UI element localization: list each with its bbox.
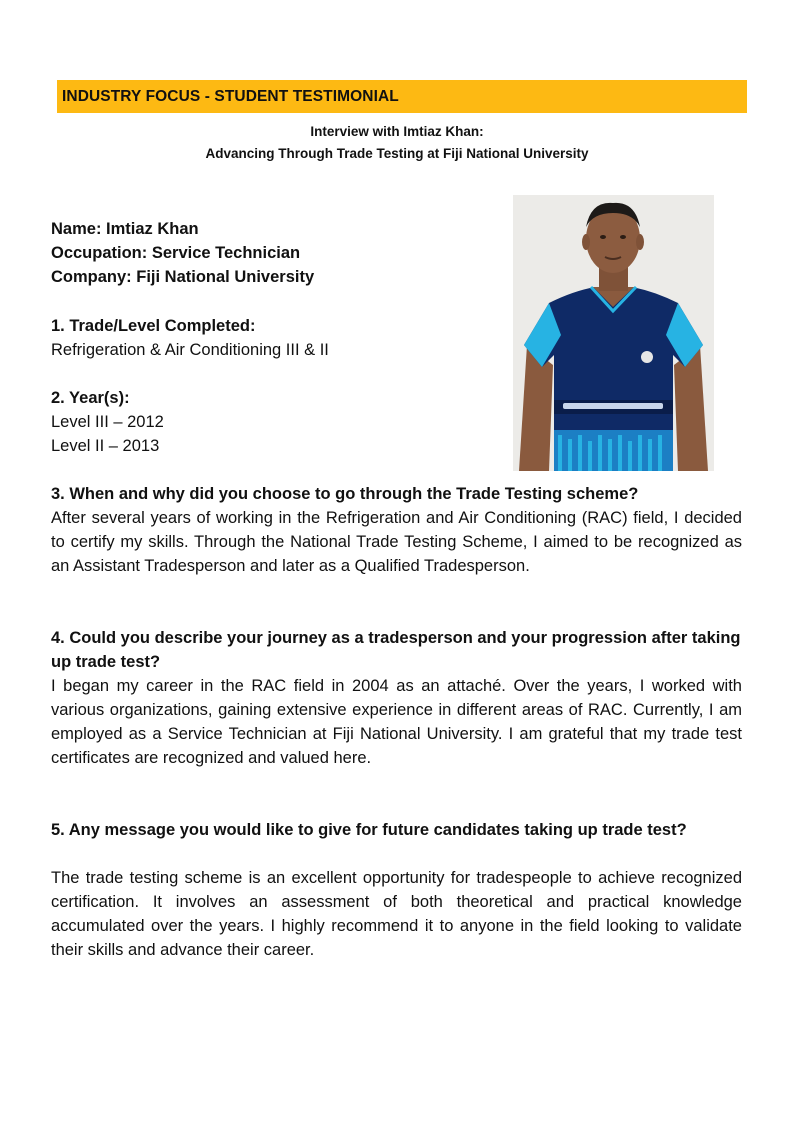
banner-title: INDUSTRY FOCUS - STUDENT TESTIMONIAL xyxy=(62,87,399,105)
interview-subtitle-line1: Interview with Imtiaz Khan: xyxy=(310,124,484,139)
trade-value: Refrigeration & Air Conditioning III & II xyxy=(51,341,329,359)
profile-occupation: Occupation: Service Technician xyxy=(51,244,301,262)
portrait-photo xyxy=(513,195,714,471)
trade-heading: 1. Trade/Level Completed: xyxy=(51,317,256,335)
year-level-3: Level III – 2012 xyxy=(51,413,164,431)
answer-5: The trade testing scheme is an excellent opportunity for tradespeople to achieve recognized certification. It involves an assessment of both theoretical and practical knowledge accumulated over the years. I highly recommend it to anyone in the field looking to validate their skills and advance their career. xyxy=(51,869,742,959)
profile-name: Name: Imtiaz Khan xyxy=(51,220,199,238)
question-5: 5. Any message you would like to give for future candidates taking up trade test? xyxy=(51,821,687,839)
answer-3: After several years of working in the Refrigeration and Air Conditioning (RAC) field, I decided to certify my skills. Through the National Trade Testing Scheme, I aimed to be recognized as an Assistant Tradesperson and later as a Qualified Tradesperson. xyxy=(51,509,742,575)
question-3: 3. When and why did you choose to go through the Trade Testing scheme? xyxy=(51,485,639,503)
interview-subtitle-line2: Advancing Through Trade Testing at Fiji National University xyxy=(205,146,589,161)
section-banner xyxy=(57,80,747,113)
profile-company: Company: Fiji National University xyxy=(51,268,315,286)
year-level-2: Level II – 2013 xyxy=(51,437,160,455)
answer-4: I began my career in the RAC field in 2004 as an attaché. Over the years, I worked with various organizations, gaining extensive experience in different areas of RAC. Currently, I am employed as a Service Technician at Fiji National University. I am grateful that my trade test certificates are recognized and valued here. xyxy=(51,677,742,767)
years-heading: 2. Year(s): xyxy=(51,389,130,407)
question-4: 4. Could you describe your journey as a tradesperson and your progression after taking up trade test? xyxy=(51,629,741,671)
